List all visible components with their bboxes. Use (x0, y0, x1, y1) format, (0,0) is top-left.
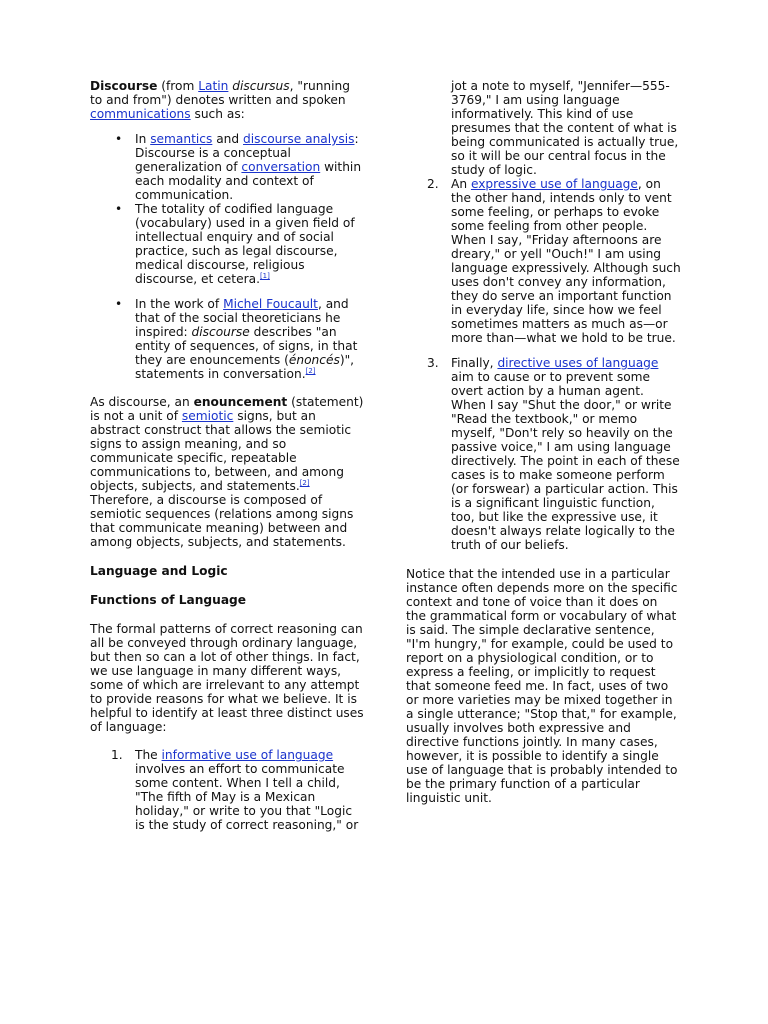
right-column (406, 79, 681, 805)
enouncement-paragraph: As discourse, an enouncement (statement) is not a unit of semiotic signs, but an abstract construct that allows the semiotic signs to assign meaning, and so communicate specific, repeatable communications to, between, and among objects, subjects, and statements.[2] Therefore, a discourse is composed of semiotic sequences (relations among signs that communicate meaning) between and among objects, subjects, and statements. (90, 395, 364, 549)
uses-list-part2 (406, 177, 681, 552)
semiotic-link[interactable]: semiotic (181, 409, 234, 423)
reference-link[interactable]: [2] (305, 366, 316, 375)
list-item: • In the work of Michel Foucault, and that of the social theoreticians he inspired: discourse describes "an entity of sequences, of signs, in that they are enouncements (énoncés)", statements in conversation.[2] (90, 297, 365, 381)
expressive-use-link[interactable]: expressive use of language (470, 177, 638, 191)
communications-link[interactable]: communications (90, 107, 191, 121)
intro-paragraph: Discourse (from Latin discursus, "running to and from") denotes written and spoken communications such as: (90, 79, 350, 121)
section-heading-functions: Functions of Language (90, 593, 247, 607)
directive-uses-link[interactable]: directive uses of language (497, 356, 659, 370)
definition-list (90, 132, 365, 381)
list-item: 2. An expressive use of language, on the other hand, intends only to vent some feeling, or perhaps to evoke some feeling from other people. When I say, "Friday afternoons are dreary," or yell "Ouch!" I am using language expressively. Although such uses don't convey any information, they do serve an important function in everyday life, since how we feel sometimes matters as much as—or more than—what we hold to be true. (427, 177, 681, 345)
list-item: • The totality of codified language (vocabulary) used in a given field of intellectual enquiry and of social practice, such as legal discourse, medical discourse, religious discourse, et cetera.[1] (90, 202, 365, 286)
latin-link[interactable]: Latin (198, 79, 229, 93)
formal-patterns-paragraph: The formal patterns of correct reasoning can all be conveyed through ordinary language, but then so can a lot of other things. In fact, we use language in many different ways, some of which are irrelevant to any attempt to provide reasons for what we believe. It is helpful to identify at least three distinct uses of language: (90, 622, 364, 734)
left-column (90, 79, 365, 832)
discourse-term: Discourse (90, 79, 158, 93)
discourse-analysis-link[interactable]: discourse analysis (243, 132, 355, 146)
informative-use-link[interactable]: informative use of language (161, 748, 334, 762)
list-item: 3. Finally, directive uses of language aim to cause or to prevent some overt action by a human agent. When I say "Shut the door," or write "Read the textbook," or memo myself, "Don't rely so heavily on the passive voice," I am using language directively. The point in each of these cases is to make someone perform (or forswear) a particular action. This is a significant linguistic function, too, but like the expressive use, it doesn't always relate logically to the truth of our beliefs. (427, 356, 680, 552)
notice-paragraph: Notice that the intended use in a particular instance often depends more on the specific context and tone of voice than it does on the grammatical form or vocabulary of what is said. The simple declarative sentence, "I'm hungry," for example, could be used to report on a physiological condition, or to express a feeling, or implicitly to request that someone feed me. In fact, uses of two or more varieties may be mixed together in a single utterance; "Stop that," for example, usually involves both expressive and directive functions jointly. In many cases, however, it is possible to identify a single use of language that is probably intended to be the primary function of a particular linguistic unit. (406, 567, 678, 805)
enouncement-term: enouncement (193, 395, 288, 409)
list-item: 1. The informative use of language involves an effort to communicate some content. When I tell a child, "The fifth of May is a Mexican holiday," or write to you that "Logic is the study of correct reasoning," or (111, 748, 359, 832)
conversation-link[interactable]: conversation (241, 160, 321, 174)
list-item: • In semantics and discourse analysis: Discourse is a conceptual generalization of conversation within each modality and context of communication. (90, 132, 365, 202)
foucault-link[interactable]: Michel Foucault (223, 297, 318, 311)
reference-link[interactable]: [1] (259, 271, 270, 280)
latin-word: discursus (232, 79, 290, 93)
reference-link[interactable]: [2] (299, 478, 310, 487)
semantics-link[interactable]: semantics (150, 132, 213, 146)
list-item-continuation: jot a note to myself, "Jennifer—555-3769," I am using language informatively. This kind of use presumes that the content of what is being communicated is actually true, so it will be our central focus in the study of logic. (451, 79, 679, 177)
uses-list-part1 (90, 748, 365, 832)
section-heading-language-logic: Language and Logic (90, 564, 228, 578)
